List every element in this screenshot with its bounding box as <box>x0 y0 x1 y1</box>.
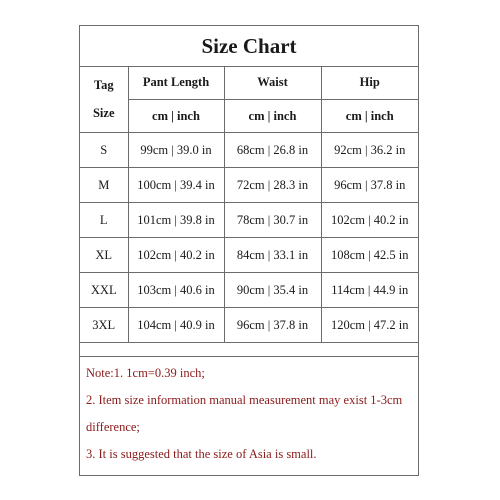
table-row <box>80 308 418 343</box>
hip-cell: 96cm | 37.8 in <box>321 168 418 203</box>
size-chart-frame <box>79 25 419 476</box>
chart-title: Size Chart <box>80 26 418 67</box>
size-cell: M <box>80 168 128 203</box>
hip-cell: 102cm | 40.2 in <box>321 203 418 238</box>
waist-cell: 90cm | 35.4 in <box>224 273 321 308</box>
tag-label: Tag <box>93 78 114 92</box>
unit-pant-length: cm | inch <box>128 100 224 133</box>
tag-size-header <box>80 66 128 133</box>
pant-length-cell: 102cm | 40.2 in <box>128 238 224 273</box>
pant-length-cell: 101cm | 39.8 in <box>128 203 224 238</box>
hip-cell: 108cm | 42.5 in <box>321 238 418 273</box>
note-line-4: 3. It is suggested that the size of Asia is small. <box>86 447 317 461</box>
size-cell: L <box>80 203 128 238</box>
notes-section <box>80 356 418 468</box>
column-header-pant-length: Pant Length <box>128 66 224 100</box>
unit-waist: cm | inch <box>224 100 321 133</box>
note-line-1: Note:1. 1cm=0.39 inch; <box>86 366 205 380</box>
hip-cell: 114cm | 44.9 in <box>321 273 418 308</box>
unit-hip: cm | inch <box>321 100 418 133</box>
waist-cell: 96cm | 37.8 in <box>224 308 321 343</box>
table-row <box>80 273 418 308</box>
pant-length-cell: 100cm | 39.4 in <box>128 168 224 203</box>
note-line-3: difference; <box>86 420 140 434</box>
table-row <box>80 203 418 238</box>
hip-cell: 92cm | 36.2 in <box>321 133 418 168</box>
table-row <box>80 238 418 273</box>
hip-cell: 120cm | 47.2 in <box>321 308 418 343</box>
pant-length-cell: 104cm | 40.9 in <box>128 308 224 343</box>
note-line-2: 2. Item size information manual measurement may exist 1-3cm <box>86 393 403 407</box>
table-row <box>80 168 418 203</box>
size-cell: XL <box>80 238 128 273</box>
waist-cell: 78cm | 30.7 in <box>224 203 321 238</box>
size-table <box>80 66 418 343</box>
header-row <box>80 66 418 100</box>
table-row <box>80 133 418 168</box>
waist-cell: 68cm | 26.8 in <box>224 133 321 168</box>
size-cell: 3XL <box>80 308 128 343</box>
waist-cell: 72cm | 28.3 in <box>224 168 321 203</box>
unit-row <box>80 100 418 133</box>
column-header-hip: Hip <box>321 66 418 100</box>
size-label: Size <box>92 106 115 120</box>
pant-length-cell: 99cm | 39.0 in <box>128 133 224 168</box>
pant-length-cell: 103cm | 40.6 in <box>128 273 224 308</box>
size-cell: XXL <box>80 273 128 308</box>
waist-cell: 84cm | 33.1 in <box>224 238 321 273</box>
size-cell: S <box>80 133 128 168</box>
column-header-waist: Waist <box>224 66 321 100</box>
